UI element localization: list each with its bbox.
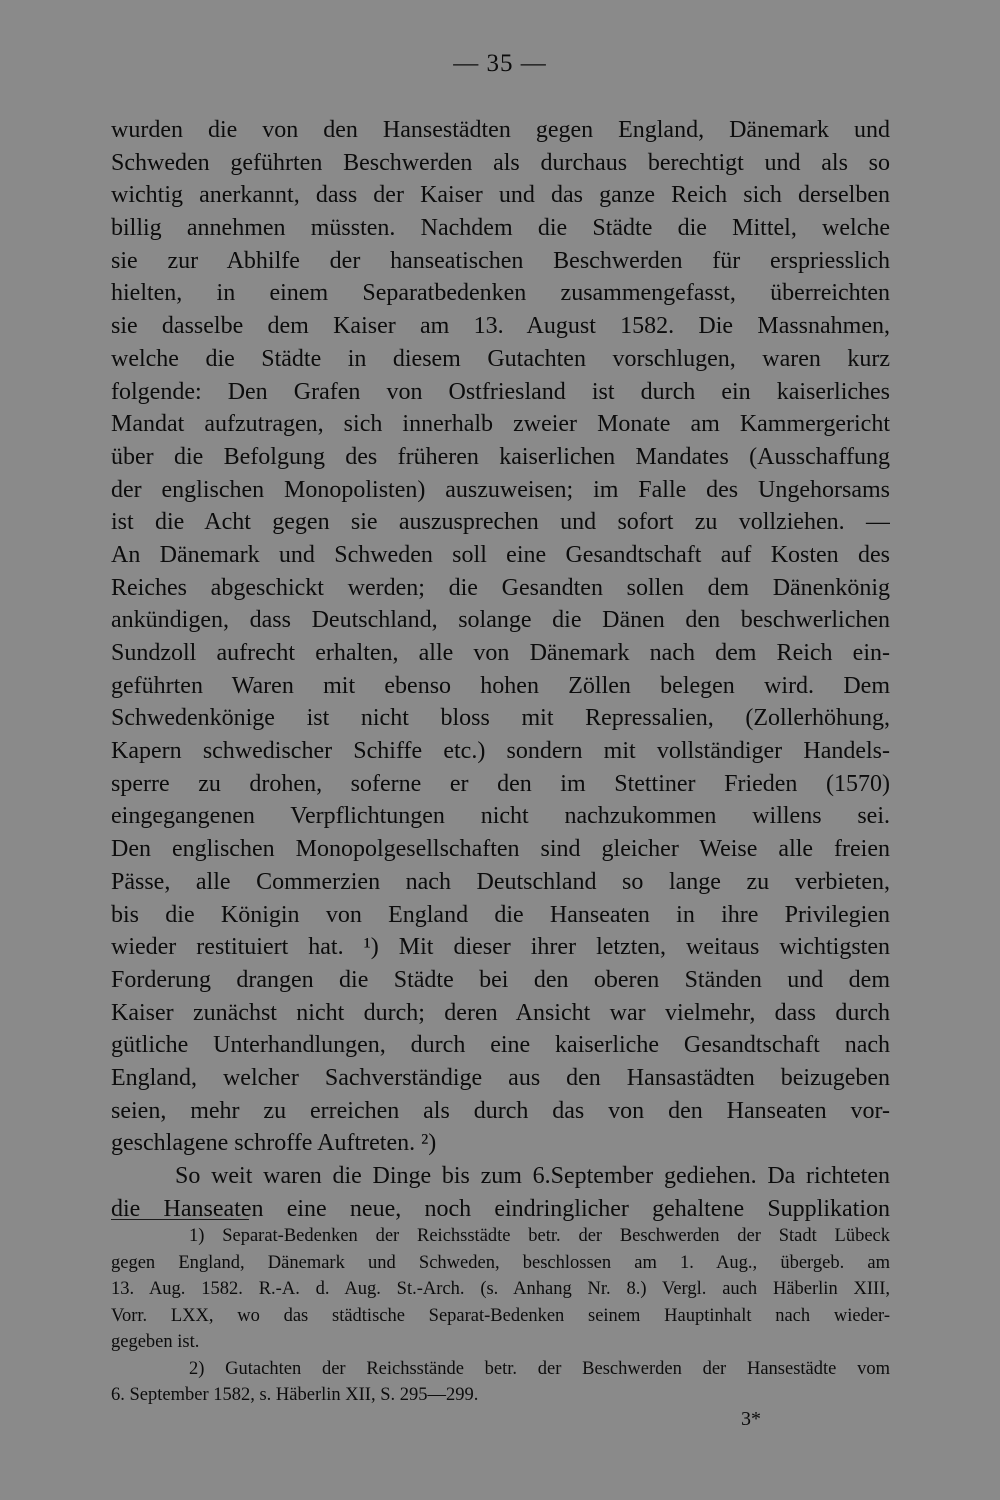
footnotes — [111, 1223, 890, 1409]
text-line: sie zur Abhilfe der hanseatischen Beschwerden für erspriesslich — [111, 247, 890, 274]
text-line: folgende: Den Grafen von Ostfriesland ist durch ein kaiserliches — [111, 378, 890, 405]
text-line: ist die Acht gegen sie auszusprechen und sofort zu vollziehen. — — [111, 509, 890, 536]
signature-mark: 3* — [741, 1408, 761, 1430]
text-line: sie dasselbe dem Kaiser am 13. August 1582. Die Massnahmen, — [111, 313, 890, 340]
footnote-line: 1) Separat-Bedenken der Reichsstädte betr. der Beschwerden der Stadt Lübeck — [189, 1226, 890, 1246]
text-line: über die Befolgung des früheren kaiserlichen Mandates (Ausschaffung — [111, 443, 890, 470]
text-line: der englischen Monopolisten) auszuweisen; im Falle des Ungehorsams — [111, 476, 890, 503]
footnote-line: Vorr. LXX, wo das städtische Separat-Bedenken seinem Hauptinhalt nach wieder- — [111, 1305, 890, 1326]
text-line: Mandat aufzutragen, sich innerhalb zweier Monate am Kammergericht — [111, 411, 890, 438]
page-number: — 35 — — [453, 50, 547, 77]
text-line: bis die Königin von England die Hanseaten in ihre Privilegien — [111, 901, 890, 928]
text-line: hielten, in einem Separatbedenken zusammengefasst, überreichten — [111, 280, 890, 307]
text-line: welche die Städte in diesem Gutachten vorschlugen, waren kurz — [111, 345, 890, 372]
text-line: Pässe, alle Commerzien nach Deutschland so lange zu verbieten, — [111, 868, 890, 895]
footnote-line: 6. September 1582, s. Häberlin XII, S. 295—299. — [111, 1385, 479, 1405]
text-line: So weit waren die Dinge bis zum 6.September gediehen. Da richteten — [175, 1163, 890, 1189]
text-line: wieder restituiert hat. ¹) Mit dieser ihrer letzten, weitaus wichtigsten — [111, 934, 890, 961]
body-text — [111, 114, 890, 1225]
footnote-line: 13. Aug. 1582. R.-A. d. Aug. St.-Arch. (s. Anhang Nr. 8.) Vergl. auch Häberlin XIII, — [111, 1279, 890, 1299]
text-line: Kapern schwedischer Schiffe etc.) sondern mit vollständiger Handels- — [111, 738, 890, 765]
footnote-line: gegen England, Dänemark und Schweden, beschlossen am 1. Aug., übergeb. am — [111, 1252, 890, 1273]
text-line: Schweden geführten Beschwerden als durchaus berechtigt und als so — [111, 149, 890, 176]
text-line: billig annehmen müssten. Nachdem die Städte die Mittel, welche — [111, 215, 890, 242]
text-line: England, welcher Sachverständige aus den Hansastädten beizugeben — [111, 1064, 890, 1091]
text-line: wichtig anerkannt, dass der Kaiser und das ganze Reich sich derselben — [111, 182, 890, 209]
text-line: eingegangenen Verpflichtungen nicht nachzukommen willens sei. — [111, 803, 890, 830]
text-line: Den englischen Monopolgesellschaften sind gleicher Weise alle freien — [111, 836, 890, 863]
text-line: Schwedenkönige ist nicht bloss mit Repressalien, (Zollerhöhung, — [111, 705, 890, 732]
footnote-divider — [111, 1219, 249, 1220]
text-line: An Dänemark und Schweden soll eine Gesandtschaft auf Kosten des — [111, 541, 890, 568]
footnote-line: 2) Gutachten der Reichsstände betr. der Beschwerden der Hansestädte vom — [189, 1358, 890, 1379]
text-line: Reiches abgeschickt werden; die Gesandten sollen dem Dänenkönig — [111, 574, 890, 601]
text-line: sperre zu drohen, soferne er den im Stettiner Frieden (1570) — [111, 770, 890, 797]
text-line: Forderung drangen die Städte bei den oberen Ständen und dem — [111, 966, 890, 993]
text-line: ankündigen, dass Deutschland, solange die Dänen den beschwerlichen — [111, 607, 890, 634]
text-line: seien, mehr zu erreichen als durch das von den Hanseaten vor- — [111, 1097, 890, 1124]
text-line: geführten Waren mit ebenso hohen Zöllen belegen wird. Dem — [111, 672, 890, 699]
text-line: geschlagene schroffe Auftreten. ²) — [111, 1130, 437, 1157]
text-line: Kaiser zunächst nicht durch; deren Ansicht war vielmehr, dass durch — [111, 999, 890, 1026]
text-line: Sundzoll aufrecht erhalten, alle von Dänemark nach dem Reich ein- — [111, 640, 890, 666]
text-line: wurden die von den Hansestädten gegen England, Dänemark und — [111, 117, 890, 143]
text-line: gütliche Unterhandlungen, durch eine kaiserliche Gesandtschaft nach — [111, 1032, 890, 1059]
text-line: die Hanseaten eine neue, noch eindringlicher gehaltene Supplikation — [111, 1195, 890, 1222]
footnote-line: gegeben ist. — [111, 1332, 200, 1352]
